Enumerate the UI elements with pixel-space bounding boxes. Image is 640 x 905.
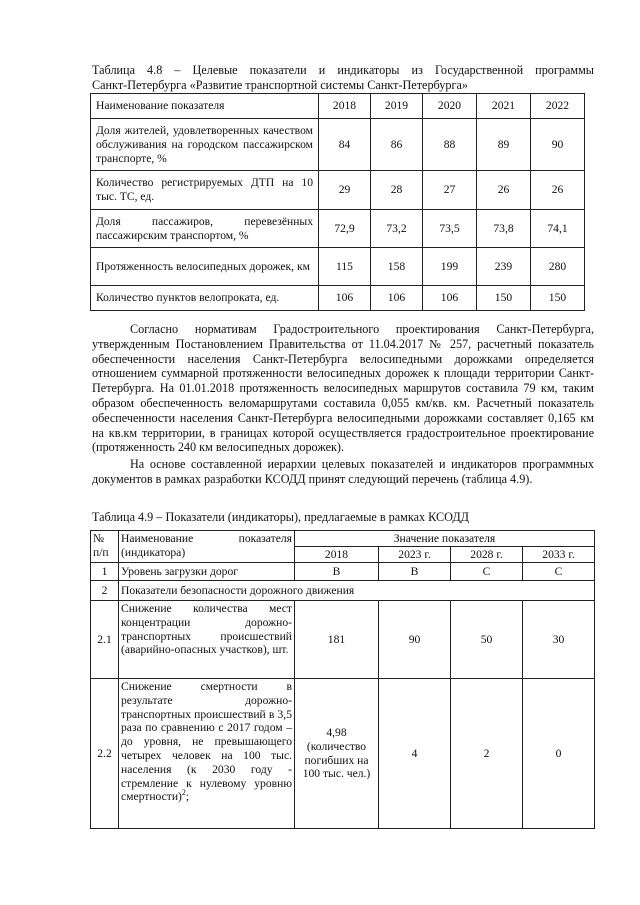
- cell-value: 50: [451, 601, 523, 679]
- cell-value: 29: [319, 171, 371, 210]
- indicator-name: Доля пассажиров, перевезённых пассажирским транспортом, %: [91, 210, 319, 248]
- header-year: 2028 г.: [451, 547, 523, 563]
- footnote-marker: 2: [181, 788, 186, 798]
- caption-line-1: Таблица 4.8 – Целевые показатели и индикаторы из Государственной программы: [92, 63, 594, 77]
- table-section-row: [91, 581, 595, 601]
- header-indicator-name: Наименование показателя: [91, 94, 319, 119]
- table-row: [91, 171, 585, 210]
- cell-value: 4: [379, 679, 451, 829]
- cell-value: 106: [371, 286, 423, 311]
- header-value-group: Значение показателя: [295, 531, 595, 547]
- table-header-row: [91, 531, 595, 547]
- cell-value: 158: [371, 248, 423, 286]
- cell-value: С: [523, 563, 595, 581]
- row-number: 2.1: [91, 601, 119, 679]
- cell-value-2018: [295, 679, 379, 829]
- cell-value: 84: [319, 119, 371, 171]
- cell-value: 89: [477, 119, 531, 171]
- cell-value: 26: [477, 171, 531, 210]
- header-year: 2020: [423, 94, 477, 119]
- header-year: 2021: [477, 94, 531, 119]
- table-row: [91, 248, 585, 286]
- cell-value: 106: [423, 286, 477, 311]
- indicator-name: Количество регистрируемых ДТП на 10 тыс. ТС, ед.: [91, 171, 319, 210]
- cell-value: 106: [319, 286, 371, 311]
- cell-value: 181: [295, 601, 379, 679]
- row-number: 2: [91, 581, 119, 601]
- indicator-name: [119, 679, 295, 829]
- indicator-name: Количество пунктов велопроката, ед.: [91, 286, 319, 311]
- cell-value: 26: [531, 171, 585, 210]
- row-number: 1: [91, 563, 119, 581]
- cell-value: 115: [319, 248, 371, 286]
- row-number: 2.2: [91, 679, 119, 829]
- cell-value: 90: [531, 119, 585, 171]
- cell-value: 150: [531, 286, 585, 311]
- cell-value: 30: [523, 601, 595, 679]
- table-4-9-caption: Таблица 4.9 – Показатели (индикаторы), предлагаемые в рамках КСОДД: [92, 510, 469, 524]
- cell-value: 199: [423, 248, 477, 286]
- header-year: 2018: [319, 94, 371, 119]
- paragraph-indicator-list: На основе составленной иерархии целевых показателей и индикаторов программных документов в рамках разработки КСОДД принят следующий перечень (таблица 4.9).: [92, 457, 594, 486]
- header-year: 2018: [295, 547, 379, 563]
- indicator-name-text: [121, 680, 292, 804]
- cell-value: 2: [451, 679, 523, 829]
- table-row: [91, 679, 595, 829]
- indicator-name-main: Снижение смертности в результате дорожно-транспортных происшествий в 3,5 раза по сравнению с 2017 годом – до уровня, не превышающего четырех человек на 100 тыс. населения (к 2030 году - стремление к нулевому уровню смертности): [121, 680, 292, 804]
- header-year: 2033 г.: [523, 547, 595, 563]
- cell-value: 280: [531, 248, 585, 286]
- cell-value: 86: [371, 119, 423, 171]
- cell-value: В: [379, 563, 451, 581]
- indicator-name: Уровень загрузки дорог: [119, 563, 295, 581]
- table-row: [91, 286, 585, 311]
- table-4-8: [90, 93, 585, 311]
- paragraph-bike-lanes: Согласно нормативам Градостроительного проектирования Санкт-Петербурга, утвержденным Постановлением Правительства от 11.04.2017 № 257, расчетный показатель обеспеченности населения Санкт-Петербурга велосипедными дорожками определяется отношением суммарной протяженности велосипедных дорожек к площади территории Санкт-Петербурга. На 01.01.2018 протяженность велосипедных маршрутов составила 79 км, таким образом обеспеченность веломаршрутами составила 0,055 км/кв. км. Расчетный показатель обеспеченности населения Санкт-Петербурга велосипедными дорожками составляет 0,165 км на кв.км территории, в границах которой осуществляется градостроительное проектирование (протяженность 240 км велосипедных дорожек).: [92, 322, 594, 455]
- indicator-name-end: ;: [185, 790, 190, 804]
- cell-value: 28: [371, 171, 423, 210]
- header-indicator-name-text: Наименование показателя (индикатора): [121, 532, 292, 559]
- cell-value: 239: [477, 248, 531, 286]
- table-header-row: [91, 94, 585, 119]
- cell-value: 88: [423, 119, 477, 171]
- caption-line-2: Санкт-Петербурга «Развитие транспортной системы Санкт-Петербурга»: [92, 78, 468, 92]
- value-number: 4,98: [326, 725, 347, 739]
- cell-value: 74,1: [531, 210, 585, 248]
- value-note: (количество погибших на 100 тыс. чел.): [302, 739, 371, 781]
- indicator-name-text: Снижение количества мест концентрации дорожно-транспортных происшествий (аварийно-опасных участков), шт.: [121, 602, 292, 657]
- header-year: 2022: [531, 94, 585, 119]
- cell-value: 73,5: [423, 210, 477, 248]
- cell-value: 0: [523, 679, 595, 829]
- header-number: № п/п: [91, 531, 119, 563]
- section-title: Показатели безопасности дорожного движения: [119, 581, 595, 601]
- indicator-name: Доля жителей, удовлетворенных качеством обслуживания на городском пассажирском транспорте, %: [91, 119, 319, 171]
- header-indicator-name: [119, 531, 295, 563]
- header-year: 2019: [371, 94, 423, 119]
- indicator-name: [119, 601, 295, 679]
- cell-value: В: [295, 563, 379, 581]
- cell-value: 27: [423, 171, 477, 210]
- table-row: [91, 210, 585, 248]
- cell-value: 150: [477, 286, 531, 311]
- table-row: [91, 119, 585, 171]
- table-row: [91, 601, 595, 679]
- header-year: 2023 г.: [379, 547, 451, 563]
- cell-value: 73,8: [477, 210, 531, 248]
- table-4-8-caption: [92, 63, 594, 93]
- cell-value: 72,9: [319, 210, 371, 248]
- table-row: [91, 563, 595, 581]
- indicator-name: Протяженность велосипедных дорожек, км: [91, 248, 319, 286]
- table-4-9: [90, 530, 595, 829]
- cell-value: 73,2: [371, 210, 423, 248]
- cell-value: С: [451, 563, 523, 581]
- cell-value: 90: [379, 601, 451, 679]
